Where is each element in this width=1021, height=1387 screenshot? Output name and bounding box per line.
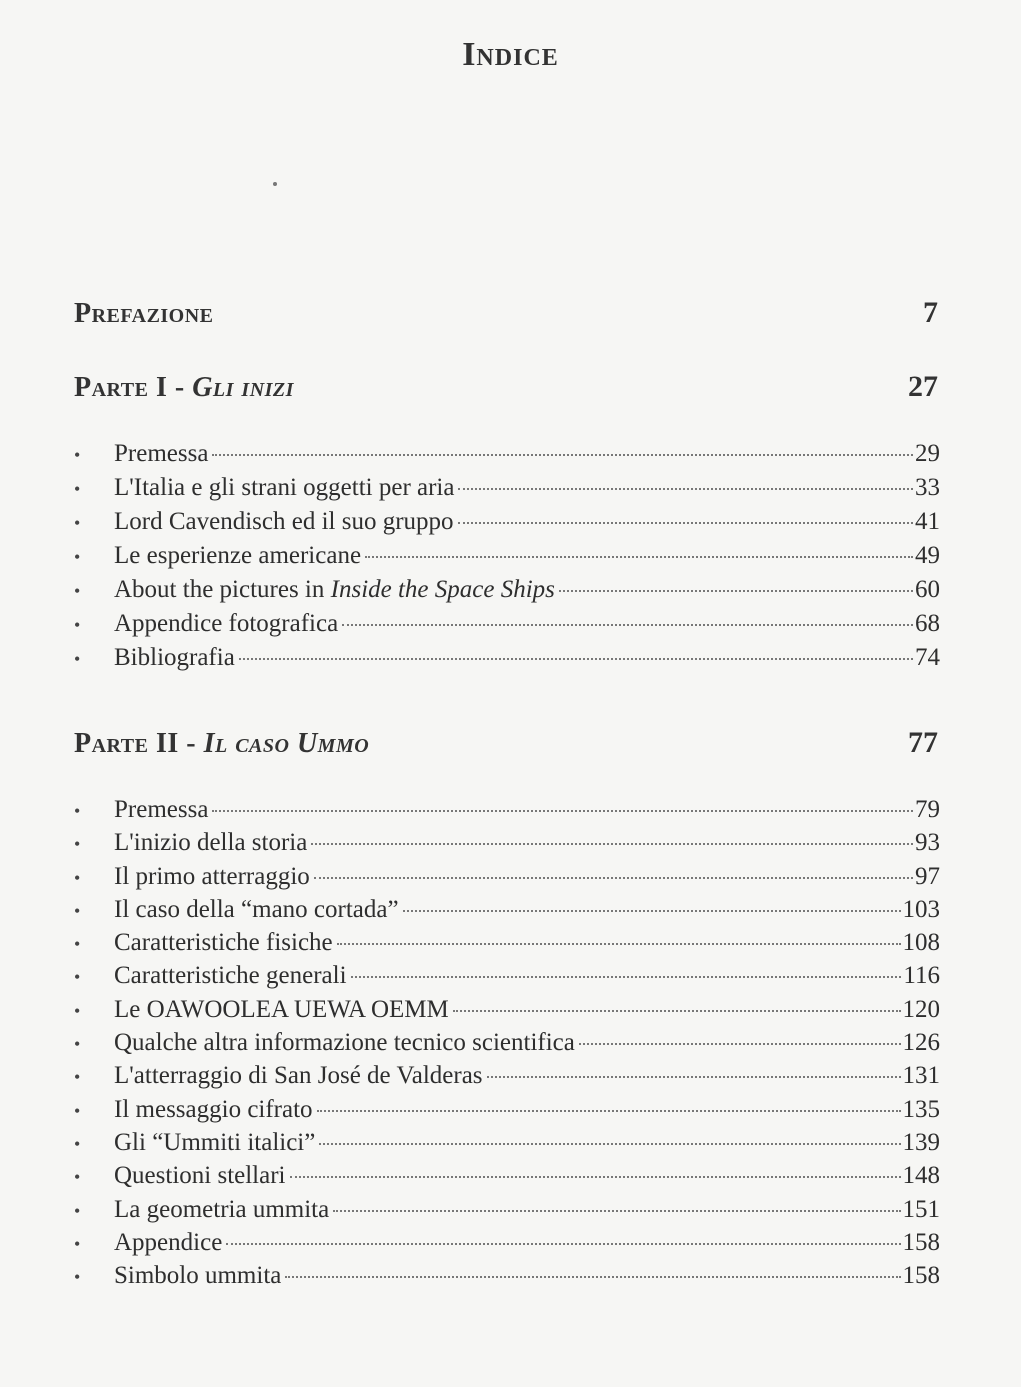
toc-entry-page: 60 [915, 576, 940, 603]
toc-entry-title: Premessa [114, 440, 209, 467]
bullet-icon: • [74, 479, 81, 499]
toc-entry-title: Le OAWOOLEA UEWA OEMM [114, 995, 449, 1023]
toc-entry[interactable] [74, 1096, 940, 1129]
dot-leader [319, 1143, 900, 1145]
bullet-icon: • [74, 1067, 81, 1088]
toc-entry-title: L'atterraggio di San José de Valderas [114, 1062, 483, 1090]
bullet-icon: • [74, 934, 81, 955]
dot-leader [403, 910, 901, 912]
bullet-icon: • [74, 867, 81, 888]
parte-2-entries [74, 796, 940, 1295]
bullet-icon: • [74, 1200, 81, 1221]
toc-entry[interactable] [74, 1062, 940, 1095]
toc-entry-title: About the pictures in Inside the Space Ships [114, 576, 555, 603]
toc-entry-page: 41 [915, 508, 940, 535]
toc-entry[interactable] [74, 440, 940, 474]
section-parte-2[interactable] [74, 726, 938, 760]
dot-leader [487, 1076, 901, 1078]
toc-entry-title: Bibliografia [114, 644, 235, 671]
bullet-icon: • [74, 445, 81, 465]
toc-entry-title: Appendice fotografica [114, 610, 339, 637]
section-page-number: 7 [923, 296, 938, 329]
print-speck [273, 182, 277, 186]
toc-entry[interactable] [74, 896, 940, 929]
toc-entry-title: Caratteristiche fisiche [114, 929, 333, 957]
bullet-icon: • [74, 1167, 81, 1188]
toc-entry-title: Qualche altra informazione tecnico scientifica [114, 1029, 575, 1057]
toc-entry-title: L'inizio della storia [114, 829, 308, 857]
toc-entry[interactable] [74, 474, 940, 508]
section-label: Parte II - Il caso Ummo [74, 728, 370, 759]
toc-entry[interactable] [74, 1029, 940, 1062]
bullet-icon: • [74, 1133, 81, 1154]
dot-leader [365, 556, 913, 558]
toc-entry-page: 68 [915, 610, 940, 637]
toc-entry[interactable] [74, 962, 940, 995]
toc-entry-title: L'Italia e gli strani oggetti per aria [114, 474, 455, 501]
bullet-icon: • [74, 649, 81, 669]
toc-entry[interactable] [74, 508, 940, 542]
toc-entry-title: Le esperienze americane [114, 542, 362, 569]
toc-entry[interactable] [74, 542, 940, 576]
toc-entry-page: 139 [902, 1128, 940, 1156]
bullet-icon: • [74, 615, 81, 635]
toc-entry-page: 158 [902, 1262, 940, 1290]
toc-entry-title: Premessa [114, 796, 209, 823]
toc-entry[interactable] [74, 829, 940, 862]
dot-leader [226, 1243, 900, 1245]
toc-entry-title: Il messaggio cifrato [114, 1095, 313, 1123]
toc-entry-title: Il caso della “mano cortada” [114, 895, 399, 923]
section-page-number: 77 [908, 726, 938, 759]
toc-entry[interactable] [74, 796, 940, 829]
toc-entry-page: 29 [915, 440, 940, 467]
bullet-icon: • [74, 581, 81, 601]
bullet-icon: • [74, 513, 81, 533]
dot-leader [285, 1276, 900, 1278]
toc-entry-page: 151 [902, 1195, 940, 1223]
section-page-number: 27 [908, 370, 938, 403]
section-parte-1[interactable] [74, 370, 938, 404]
parte-1-entries [74, 440, 940, 678]
bullet-icon: • [74, 967, 81, 988]
dot-leader [458, 522, 913, 524]
toc-entry-page: 97 [915, 862, 940, 890]
toc-entry-page: 135 [902, 1095, 940, 1123]
toc-entry[interactable] [74, 1262, 940, 1295]
toc-entry-title: Caratteristiche generali [114, 962, 347, 990]
toc-entry-page: 108 [902, 929, 940, 957]
dot-leader [453, 1010, 901, 1012]
bullet-icon: • [74, 1034, 81, 1055]
dot-leader [290, 1176, 901, 1178]
toc-entry[interactable] [74, 1129, 940, 1162]
bullet-icon: • [74, 1000, 81, 1021]
dot-leader [314, 877, 913, 879]
toc-entry-title: Il primo atterraggio [114, 862, 310, 890]
toc-entry-page: 74 [915, 644, 940, 671]
toc-entry[interactable] [74, 576, 940, 610]
dot-leader [351, 976, 902, 978]
toc-entry-page: 79 [915, 796, 940, 823]
dot-leader [337, 943, 901, 945]
dot-leader [333, 1210, 900, 1212]
bullet-icon: • [74, 801, 81, 821]
bullet-icon: • [74, 1233, 81, 1254]
toc-entry-page: 158 [902, 1228, 940, 1256]
toc-entry-page: 120 [902, 995, 940, 1023]
dot-leader [212, 454, 913, 456]
toc-entry-title: Lord Cavendisch ed il suo gruppo [114, 508, 454, 535]
toc-entry-page: 33 [915, 474, 940, 501]
toc-entry-page: 49 [915, 542, 940, 569]
section-label: Prefazione [74, 298, 214, 329]
toc-entry[interactable] [74, 1196, 940, 1229]
dot-leader [212, 810, 913, 812]
toc-entry-page: 148 [902, 1162, 940, 1190]
bullet-icon: • [74, 834, 81, 855]
dot-leader [342, 624, 913, 626]
section-prefazione[interactable] [74, 296, 938, 330]
toc-entry-title: Simbolo ummita [114, 1262, 282, 1290]
page-title: Indice [462, 36, 559, 73]
section-label: Parte I - Gli inizi [74, 372, 294, 403]
toc-entry-page: 131 [902, 1062, 940, 1090]
dot-leader [239, 658, 913, 660]
dot-leader [559, 590, 913, 592]
bullet-icon: • [74, 900, 81, 921]
toc-entry[interactable] [74, 1229, 940, 1262]
toc-entry-title: Questioni stellari [114, 1162, 286, 1190]
toc-entry[interactable] [74, 929, 940, 962]
bullet-icon: • [74, 547, 81, 567]
dot-leader [311, 843, 913, 845]
toc-entry-title: La geometria ummita [114, 1195, 330, 1223]
toc-entry-page: 93 [915, 829, 940, 857]
bullet-icon: • [74, 1267, 81, 1288]
dot-leader [458, 488, 913, 490]
toc-entry-page: 103 [902, 895, 940, 923]
toc-entry-page: 116 [903, 962, 940, 990]
toc-entry[interactable] [74, 610, 940, 644]
toc-entry-title: Gli “Ummiti italici” [114, 1128, 316, 1156]
dot-leader [317, 1110, 901, 1112]
bullet-icon: • [74, 1100, 81, 1121]
toc-entry[interactable] [74, 644, 940, 678]
toc-entry-page: 126 [902, 1029, 940, 1057]
dot-leader [579, 1043, 901, 1045]
toc-entry[interactable] [74, 996, 940, 1029]
toc-entry[interactable] [74, 1162, 940, 1195]
toc-entry[interactable] [74, 863, 940, 896]
toc-entry-title: Appendice [114, 1228, 223, 1256]
